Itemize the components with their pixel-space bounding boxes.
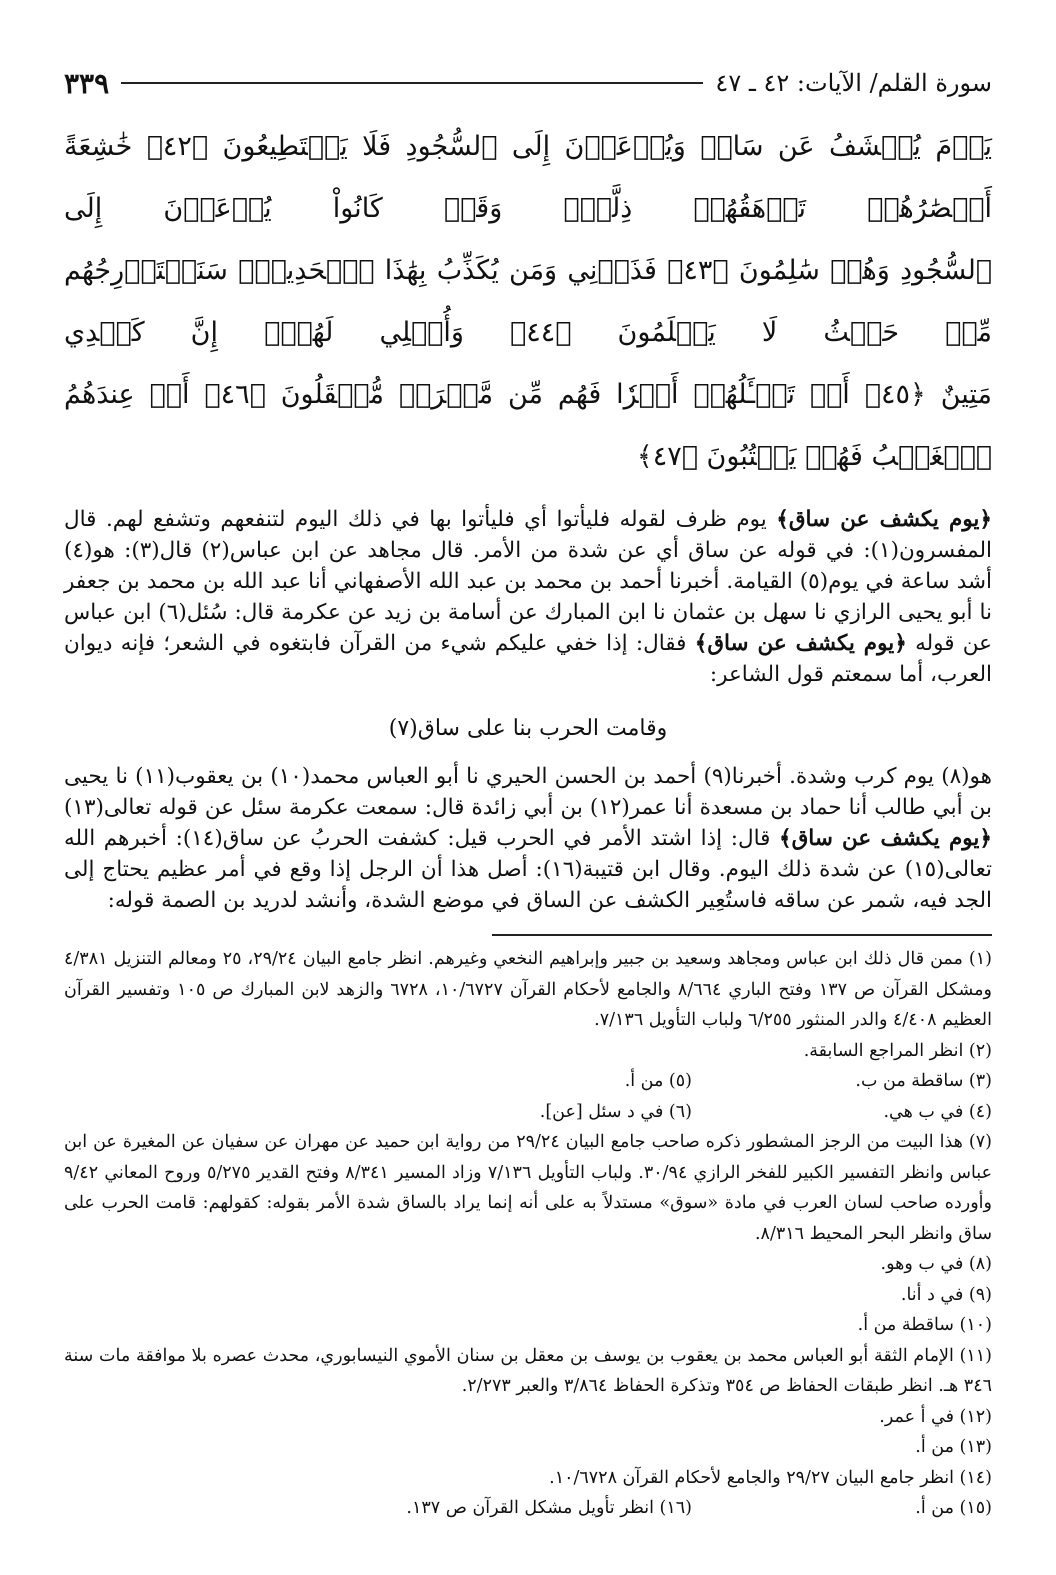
verse-quote: ﴿يوم يكشف عن ساق﴾ (694, 631, 907, 656)
quran-line: يَوۡمَ يُكۡشَفُ عَن سَاقٖ وَيُدۡعَوۡنَ إِلَى ٱلسُّجُودِ فَلَا يَسۡتَطِيعُونَ ﴿٤٢﴾ خَٰشِعَةً أَبۡصَٰرُهُمۡ تَرۡهَقُهُمۡ ذِلَّةٞۖ وَقَدۡ كَانُواْ يُدۡعَوۡنَ إِلَى (64, 131, 992, 224)
footnote: (١٣) من أ. (915, 1437, 992, 1457)
quran-line: ٱلسُّجُودِ وَهُمۡ سَٰلِمُونَ ﴿٤٣﴾ فَذَرۡنِي وَمَن يُكَذِّبُ بِهَٰذَا ٱلۡحَدِيثِۖ سَنَسۡتَدۡرِجُهُم مِّنۡ حَيۡثُ لَا يَعۡلَمُونَ ﴿٤٤﴾ وَأُمۡلِي لَهُمۡۚ إِنَّ كَيۡدِي (64, 255, 992, 348)
footnote: (٤) في ب هي. (883, 1101, 992, 1122)
footnote: (٨) في ب وهو. (880, 1254, 992, 1274)
footnote: (١١) الإمام الثقة أبو العباس محمد بن يعقوب بن يوسف بن معقل بن سنان الأموي النيسابوري، محدث عصره بلا موافقة مات سنة ٣٤٦ هـ. انظر طبقات الحفاظ ص ٣٥٤ وتذكرة الحفاظ ٣/٨٦٤ والعبر ٢/٢٧٣. (64, 1345, 992, 1396)
paragraph-text: قال: إذا اشتد الأمر في الحرب قيل: كشفت الحربُ عن ساق(١٤): أخبرهم الله تعالى(١٥) عن شدة ذلك اليوم. وقال ابن قتيبة(١٦): أصل هذا أن الرجل إذا وقع في أمر عظيم يحتاج إلى الجد فيه، شمر عن ساقه فاستُعِير الكشف عن الساق في موضع الشدة، وأنشد لدريد بن الصمة قوله: (64, 826, 992, 913)
header-rule (121, 82, 703, 84)
footnote: (١٢) في أ عمر. (879, 1406, 992, 1427)
paragraph-text: فقال: إذا خفي عليكم شيء من القرآن فابتغوه في الشعر؛ فإنه ديوان العرب، أما سمعتم قول الشاعر: (64, 631, 992, 687)
footnote: (٥) من أ. (624, 1071, 692, 1091)
quran-line: مَتِينٌ ﴿٤٥﴾ أَمۡ تَسۡـَٔلُهُمۡ أَجۡرٗا فَهُم مِّن مَّغۡرَمٖ مُّثۡقَلُونَ ﴿٤٦﴾ أَمۡ عِندَهُمُ ٱلۡغَيۡبُ فَهُمۡ يَكۡتُبُونَ ﴿٤٧﴾ (64, 379, 993, 472)
poetry-verse: وقامت الحرب بنا على ساق(٧) (388, 716, 668, 741)
footnote: (١٥) من أ. (915, 1498, 992, 1518)
footnote-separator (492, 934, 992, 936)
footnote: (٧) هذا البيت من الرجز المشطور ذكره صاحب جامع البيان ٢٩/٢٤ من رواية ابن حميد عن مهران عن سفيان عن المغيرة عن ابن عباس وانظر التفسير الكبير للفخر الرازي ٣٠/٩٤. ولباب التأويل ٧/١٣٦ وزاد المسير ٨/٣٤١ وفتح القدير ٥/٢٧٥ وروح المعاني ٩/٤٢ وأورده صاحب لسان العرب في مادة «سوق» مستدلاً به على أنه إنما يراد بالساق شدة الأمر بقوله: كقولهم: قامت الحرب على ساق وانظر البحر المحيط ٨/٣١٦. (64, 1132, 993, 1244)
commentary-paragraph (64, 504, 992, 690)
page-number: ٣٣٩ (64, 66, 110, 100)
footnote: (٦) في د سئل [عن]. (539, 1101, 692, 1122)
commentary-text (64, 504, 992, 916)
footnote: (١٤) انظر جامع البيان ٢٩/٢٧ والجامع لأحكام القرآن ١٠/٦٧٢٨. (549, 1467, 992, 1488)
footnotes (64, 944, 992, 1524)
footnote: (٩) في د أنا. (900, 1284, 992, 1305)
footnote: (٣) ساقطة من ب. (855, 1071, 992, 1091)
paragraph-text: هو(٨) يوم كرب وشدة. أخبرنا(٩) أحمد بن الحسن الحيري نا أبو العباس محمد(١٠) بن يعقوب(١١) نا يحيى بن أبي طالب أنا حماد بن مسعدة أنا عمر(١٢) بن أبي زائدة قال: سمعت عكرمة سئل عن قوله تعالى(١٣) (64, 764, 992, 820)
paragraph-text: يوم ظرف لقوله فليأتوا أي فليأتوا بها في ذلك اليوم لتنفعهم وتشفع لهم. قال المفسرون(١): في قوله عن ساق أي عن شدة من الأمر. قال مجاهد عن ابن عباس(٢) قال(٣): هو(٤) أشد ساعة في يوم(٥) القيامة. أخبرنا أحمد بن محمد بن عبد الله الأصفهاني أنا عبد الله بن محمد بن جعفر نا أبو يحيى الرازي نا سهل بن عثمان نا ابن المبارك عن أسامة بن زيد عن عكرمة قال: سُئل(٦) ابن عباس عن قوله (64, 507, 993, 656)
footnote-row (64, 1097, 992, 1128)
verse-quote: ﴿يوم يكشف عن ساق﴾ (778, 826, 992, 851)
verse-quote: ﴿يوم يكشف عن ساق﴾ (776, 507, 993, 532)
quran-verses (64, 116, 992, 488)
footnote: (٢) انظر المراجع السابقة. (803, 1040, 992, 1061)
running-title: سورة القلم/ الآيات: ٤٢ ـ ٤٧ (715, 69, 992, 97)
footnote: (١) ممن قال ذلك ابن عباس ومجاهد وسعيد بن جبير وإبراهيم النخعي وغيرهم. انظر جامع البيان ٢٩/٢٤، ٢٥ ومعالم التنزيل ٤/٣٨١ ومشكل القرآن ص ١٣٧ وفتح الباري ٨/٦٦٤ والجامع لأحكام القرآن ١٠/٦٧٢٧، ٦٧٢٨ والزهد لابن المبارك ص ١٠٥ وتفسير القرآن العظيم ٤/٤٠٨ والدر المنثور ٦/٢٥٥ ولباب التأويل ٧/١٣٦. (64, 949, 992, 1030)
page-header (64, 60, 992, 106)
footnote: (١٦) انظر تأويل مشكل القرآن ص ١٣٧. (406, 1498, 692, 1518)
footnote-row (64, 1066, 992, 1097)
footnote-row (64, 1493, 992, 1524)
footnote: (١٠) ساقطة من أ. (857, 1315, 992, 1335)
commentary-paragraph (64, 761, 992, 916)
